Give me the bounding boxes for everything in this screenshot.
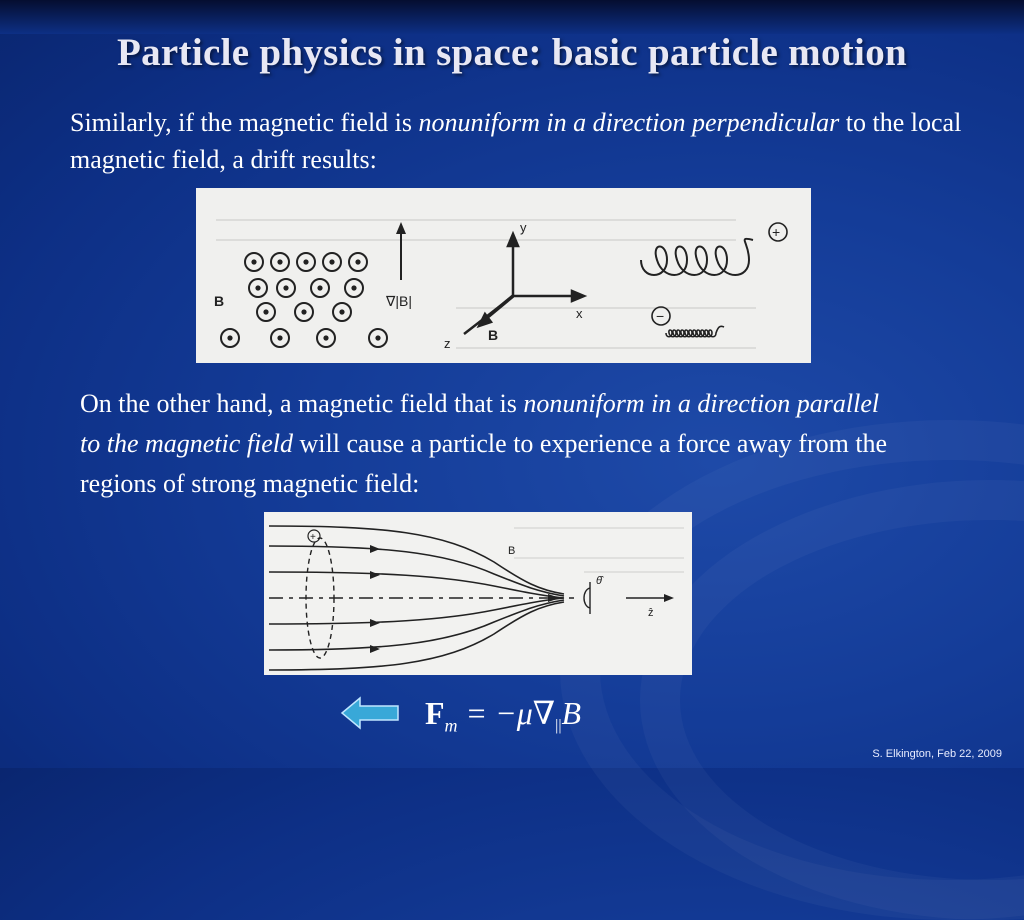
field-dot (369, 329, 387, 347)
field-dot (271, 329, 289, 347)
electron-helix-path (666, 326, 724, 337)
magnetic-mirror-diagram (264, 512, 692, 675)
mirror-force-formula (425, 694, 581, 736)
z-arrowhead (664, 594, 674, 602)
para1-italic: nonuniform in a direction perpendicular (418, 108, 840, 137)
plus-sign: + (310, 532, 316, 543)
field-dot (317, 329, 335, 347)
para1-text-b: to the local magnetic field, a drift results: (70, 108, 962, 174)
rotation-arrow-icon (584, 588, 590, 608)
para2-text-b: will cause a particle to experience a force away from the regions of strong magnetic field: (80, 429, 888, 498)
field-dot (249, 279, 267, 297)
slide-title: Particle physics in space: basic particle motion (117, 31, 907, 74)
field-arrowhead (370, 545, 380, 553)
field-dot (221, 329, 239, 347)
formula-B: B (561, 695, 582, 731)
field-dot (349, 253, 367, 271)
label-x: x (576, 306, 583, 321)
field-dot (297, 253, 315, 271)
field-arrowhead (370, 571, 380, 579)
field-dot (271, 253, 289, 271)
field-dot (295, 303, 313, 321)
left-arrow-icon (340, 696, 400, 730)
label-theta: θ̂ (596, 575, 602, 587)
field-dot (333, 303, 351, 321)
paragraph-perpendicular-drift (70, 104, 970, 178)
label-z: ẑ (648, 607, 654, 619)
gradient-arrowhead (396, 222, 406, 234)
coordinate-axes (464, 234, 584, 334)
label-y: y (520, 220, 527, 235)
paragraph-parallel-force (80, 384, 900, 504)
formula-rest: = −μ∇ (457, 695, 556, 731)
plus-sign: + (772, 224, 781, 240)
formula-parallel: || (555, 717, 562, 734)
field-dots (221, 253, 387, 347)
label-z: z (444, 336, 451, 351)
figure-gradient-drift (196, 188, 811, 363)
para2-text-a: On the other hand, a magnetic field that is (80, 389, 524, 418)
scan-background-lines (514, 528, 684, 572)
field-arrowhead (370, 619, 380, 627)
top-band (0, 0, 1024, 34)
figure-magnetic-mirror (264, 512, 692, 675)
para1-text-a: Similarly, if the magnetic field is (70, 108, 419, 137)
ion-helix-path (641, 239, 753, 275)
formula-subscript: m (444, 715, 458, 736)
field-dot (257, 303, 275, 321)
field-dot (277, 279, 295, 297)
scan-background-lines (216, 220, 756, 348)
field-dot (245, 253, 263, 271)
formula-F: F (425, 695, 445, 731)
label-B: B (214, 293, 225, 309)
para2-italic: nonuniform in a direction parallel to the magnetic field (80, 389, 880, 458)
label-B: B (508, 545, 516, 557)
label-grad-B: ∇|B| (386, 293, 412, 309)
field-dot (311, 279, 329, 297)
field-dot (345, 279, 363, 297)
label-B-axis: B (488, 327, 499, 343)
minus-sign: − (656, 308, 665, 324)
field-dot (323, 253, 341, 271)
gradient-drift-diagram (196, 188, 811, 363)
slide-footer: S. Elkington, Feb 22, 2009 (872, 748, 1002, 760)
